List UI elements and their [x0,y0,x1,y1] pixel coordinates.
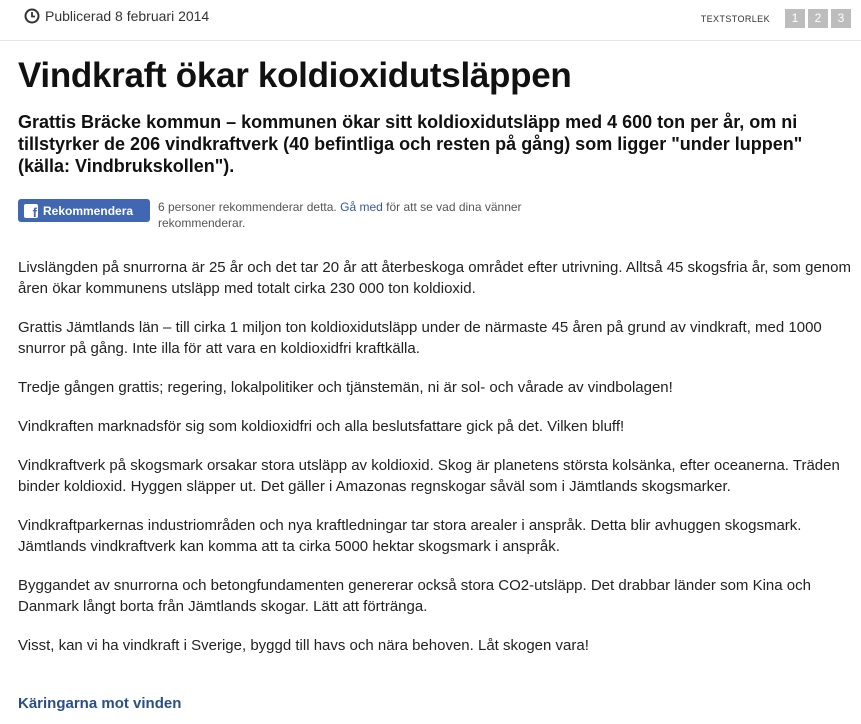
body-paragraph: Vindkraften marknadsför sig som koldioxidfri och alla beslutsfattare gick på det. Vilken bluff! [18,418,625,435]
facebook-recommend-label: Rekommendera [43,203,134,218]
text-size-1-button[interactable]: 1 [785,9,805,28]
body-paragraph: Vindkraftverk på skogsmark orsakar stora utsläpp av koldioxid. Skog är planetens största kolsänka, efter oceanerna. Träden binder koldioxid. Hyggen släpper ut. Det gäller i Amazonas regnskogar såväl som i Jämtlands skogsmarker. [18,457,840,495]
facebook-logo-glyph: f [32,204,37,220]
recommend-count-text: 6 personer rekommenderar detta. [158,200,337,214]
facebook-icon [24,204,38,218]
facebook-recommend-button[interactable] [18,199,150,222]
facebook-join-link[interactable]: Gå med [340,200,383,214]
text-size-control [701,9,851,28]
article-meta-bar [0,0,861,41]
clock-icon [24,8,40,24]
published-date: Publicerad 8 februari 2014 [45,8,210,24]
text-size-2-button[interactable]: 2 [808,9,828,28]
body-paragraph: Vindkraftparkernas industriområden och nya kraftledningar tar stora arealer i anspråk. Detta blir avhuggen skogsmark. Jämtlands vindkraftverk kan komma att ta cirka 5000 hektar skogsmark i anspråk. [18,517,802,555]
body-paragraph: Tredje gången grattis; regering, lokalpolitiker och tjänstemän, ni är sol- och vårade av vindbolagen! [18,379,673,396]
text-size-3-button[interactable]: 3 [831,9,851,28]
article-author-link[interactable]: Käringarna mot vinden [18,695,182,712]
published-info [24,8,209,24]
article-title: Vindkraft ökar koldioxidutsläppen [18,56,572,95]
article-body [18,257,854,674]
recommend-info-text: för att se vad dina vänner rekommenderar. [158,200,522,230]
text-size-label: TEXTSTORLEK [700,13,770,24]
facebook-recommend-text [158,199,598,231]
body-paragraph: Grattis Jämtlands län – till cirka 1 miljon ton koldioxidutsläpp under de närmaste 45 åren på grund av vindkraft, med 1000 snurror på gång. Inte illa för att vara en koldioxidfri kraftkälla. [18,319,822,357]
body-paragraph: Byggandet av snurrorna och betongfundamenten genererar också stora CO2-utsläpp. Det drabbar länder som Kina och Danmark långt borta från Jämtlands skogar. Lätt att förtränga. [18,577,811,615]
article-ingress: Grattis Bräcke kommun – kommunen ökar sitt koldioxidutsläpp med 4 600 ton per år, om ni tillstyrker de 206 vindkraftverk (40 befintliga och resten på gång) som ligger "under luppen" (källa: Vindbrukskollen"). [18,112,803,176]
body-paragraph: Visst, kan vi ha vindkraft i Sverige, byggd till havs och nära behoven. Låt skogen vara! [18,637,589,654]
body-paragraph: Livslängden på snurrorna är 25 år och det tar 20 år att återbeskoga området efter utrivning. Alltså 45 skogsfria år, som genom åren ökar kommunens utsläpp med totalt cirka 230 000 ton koldioxid. [18,259,851,297]
